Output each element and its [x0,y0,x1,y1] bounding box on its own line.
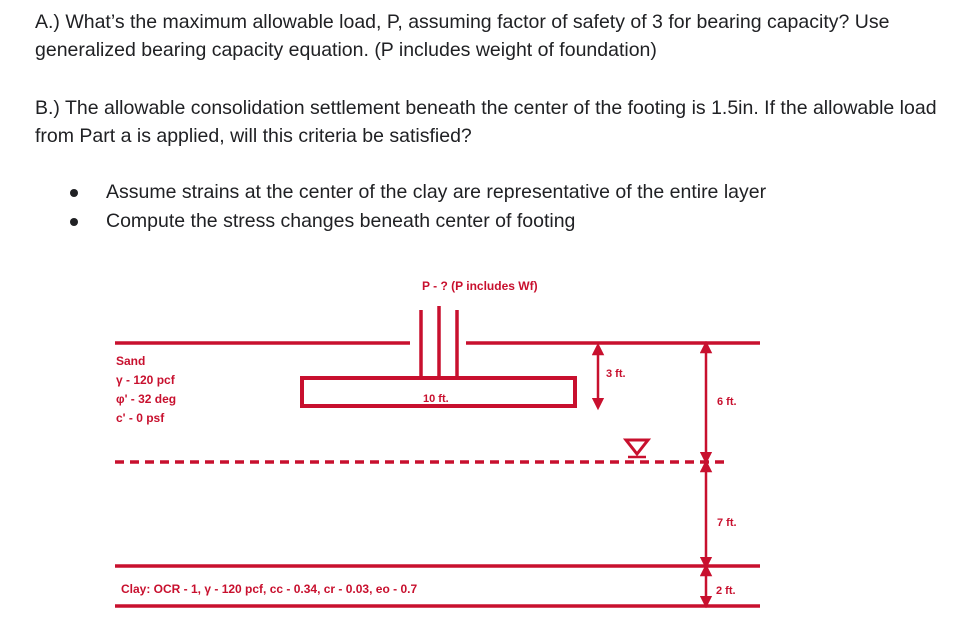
depth-to-water-label: 6 ft. [717,396,737,408]
hint-item-text: Compute the stress changes beneath center of footing [106,210,576,232]
hint-item-text: Assume strains at the center of the clay are representative of the entire layer [106,181,767,203]
question-b-text: B.) The allowable consolidation settlement beneath the center of the footing is 1.5in. If the allowable load from Part a is applied, will this criteria be satisfied? [35,97,937,147]
question-a-text: A.) What’s the maximum allowable load, P, assuming factor of safety of 3 for bearing capacity? Use generalized bearing capacity equation. (P includes weight of foundation) [35,11,890,61]
load-label: P - ? (P includes Wf) [422,279,538,293]
clay-thickness-label: 2 ft. [716,585,736,597]
sand-below-water-label: 7 ft. [717,517,737,529]
clay-properties: Clay: OCR - 1, γ - 120 pcf, cc - 0.34, cr - 0.03, eo - 0.7 [121,582,418,596]
sand-title: Sand [116,354,146,368]
footing-width-label: 10 ft. [423,393,449,405]
load-column [421,306,457,378]
sand-unit-weight: γ - 120 pcf [116,373,175,387]
water-table-icon [626,440,648,454]
sand-cohesion: c' - 0 psf [116,411,165,425]
embedment-label: 3 ft. [606,368,626,380]
sand-friction-angle: φ' - 32 deg [116,392,177,406]
